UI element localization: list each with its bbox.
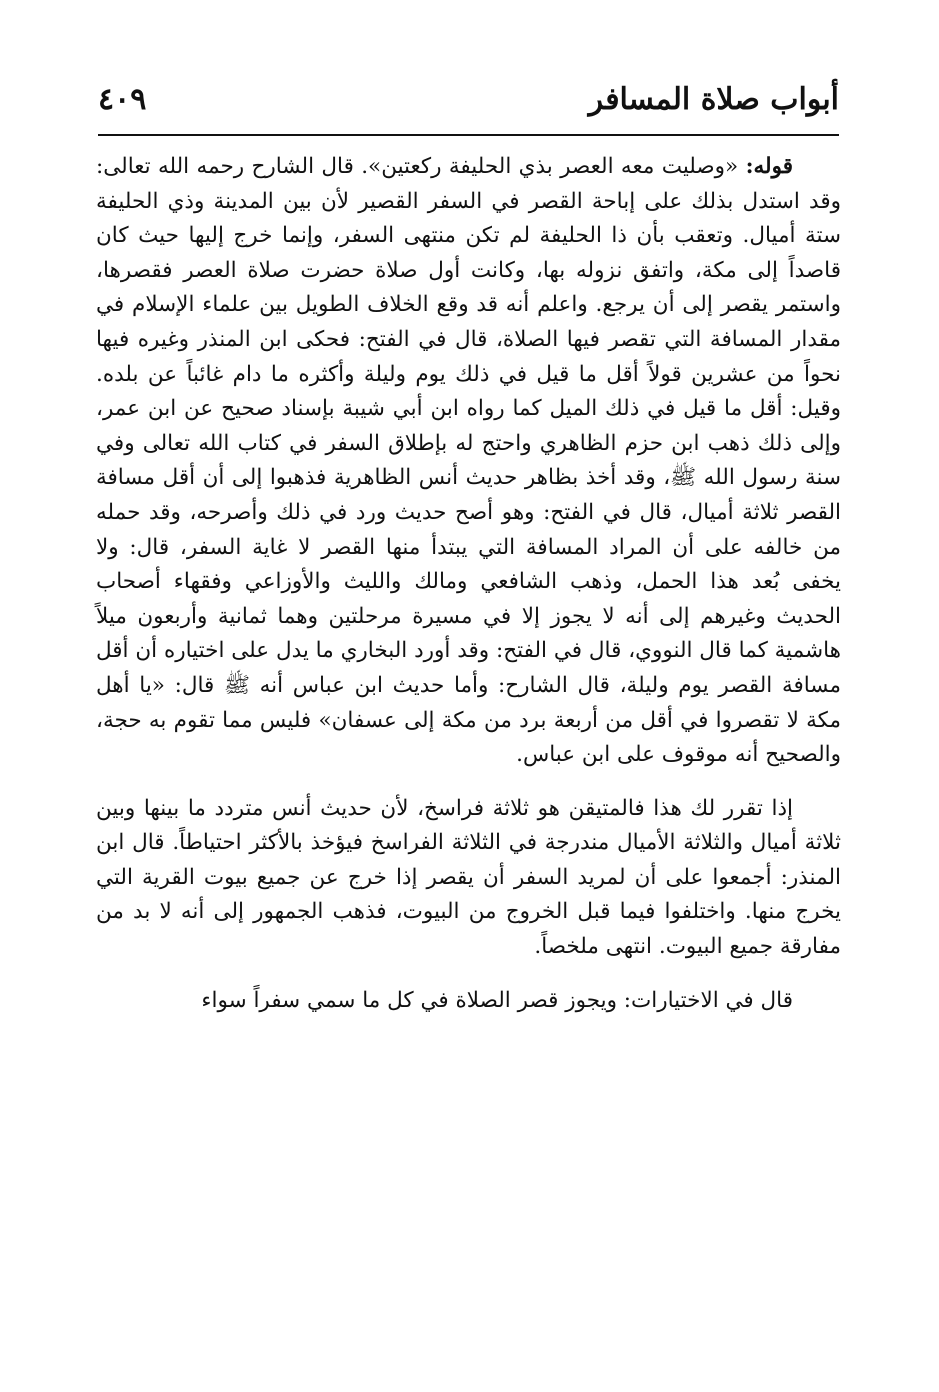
page-number: ٤٠٩ (98, 82, 147, 117)
quote-lead: قوله: (745, 154, 793, 179)
chapter-title: أبواب صلاة المسافر (588, 82, 839, 117)
main-text (96, 150, 841, 1018)
header-divider (98, 134, 839, 136)
paragraph-3: قال في الاختيارات: ويجوز قصر الصلاة في كل ما سمي سفراً سواء (201, 987, 793, 1013)
paragraph-1-text: «وصليت معه العصر بذي الحليفة ركعتين». قال الشارح رحمه الله تعالى: وقد استدل بذلك على إباحة القصر في السفر القصير لأن بين المدينة وذي الحليفة ستة أميال. وتعقب بأن ذا الحليفة لم تكن منتهى السفر، وإنما خرج إليها حيث كان قاصداً إلى مكة، واتفق نزوله بها، وكانت أول صلاة حضرت صلاة العصر فقصرها، واستمر يقصر إلى أن يرجع. واعلم أنه قد وقع الخلاف الطويل بين علماء الإسلام في مقدار المسافة التي تقصر فيها الصلاة، قال في الفتح: فحكى ابن المنذر وغيره فيها نحواً من عشرين قولاً أقل ما قيل في ذلك يوم وليلة وأكثره ما دام غائباً عن بلده. وقيل: أقل ما قيل في ذلك الميل كما رواه ابن أبي شيبة بإسناد صحيح عن ابن عمر، وإلى ذلك ذهب ابن حزم الظاهري واحتج له بإطلاق السفر في كتاب الله تعالى وفي سنة رسول الله ﷺ، وقد أخذ بظاهر حديث أنس الظاهرية فذهبوا إلى أن أقل مسافة القصر ثلاثة أميال، قال في الفتح: وهو أصح حديث ورد في ذلك وأصرحه، وقد حمله من خالفه على أن المراد المسافة التي يبتدأ منها القصر لا غاية السفر، قال: ولا يخفى بُعد هذا الحمل، وذهب الشافعي ومالك والليث والأوزاعي وفقهاء أصحاب الحديث وغيرهم إلى أنه لا يجوز إلا في مسيرة مرحلتين وهما ثمانية وأربعون ميلاً هاشمية كما قال النووي، قال في الفتح: وقد أورد البخاري ما يدل على اختياره أن أقل مسافة القصر يوم وليلة، قال الشارح: وأما حديث ابن عباس أنه ﷺ قال: «يا أهل مكة لا تقصروا في أقل من أربعة برد من مكة إلى عسفان» فليس مما تقوم به حجة، والصحيح أنه موقوف على ابن عباس. (96, 154, 841, 768)
paragraph-2: إذا تقرر لك هذا فالمتيقن هو ثلاثة فراسخ، لأن حديث أنس متردد ما بينها وبين ثلاثة أميال والثلاثة الأميال مندرجة في الثلاثة الفراسخ فيؤخذ بالأكثر احتياطاً. قال ابن المنذر: أجمعوا على أن لمريد السفر أن يقصر إذا خرج عن جميع بيوت القرية التي يخرج منها. واختلفوا فيما قبل الخروج من البيوت، فذهب الجمهور إلى أنه لا بد من مفارقة جميع البيوت. انتهى ملخصاً. (96, 795, 841, 960)
paragraph-1 (96, 150, 841, 773)
running-header (98, 78, 839, 130)
